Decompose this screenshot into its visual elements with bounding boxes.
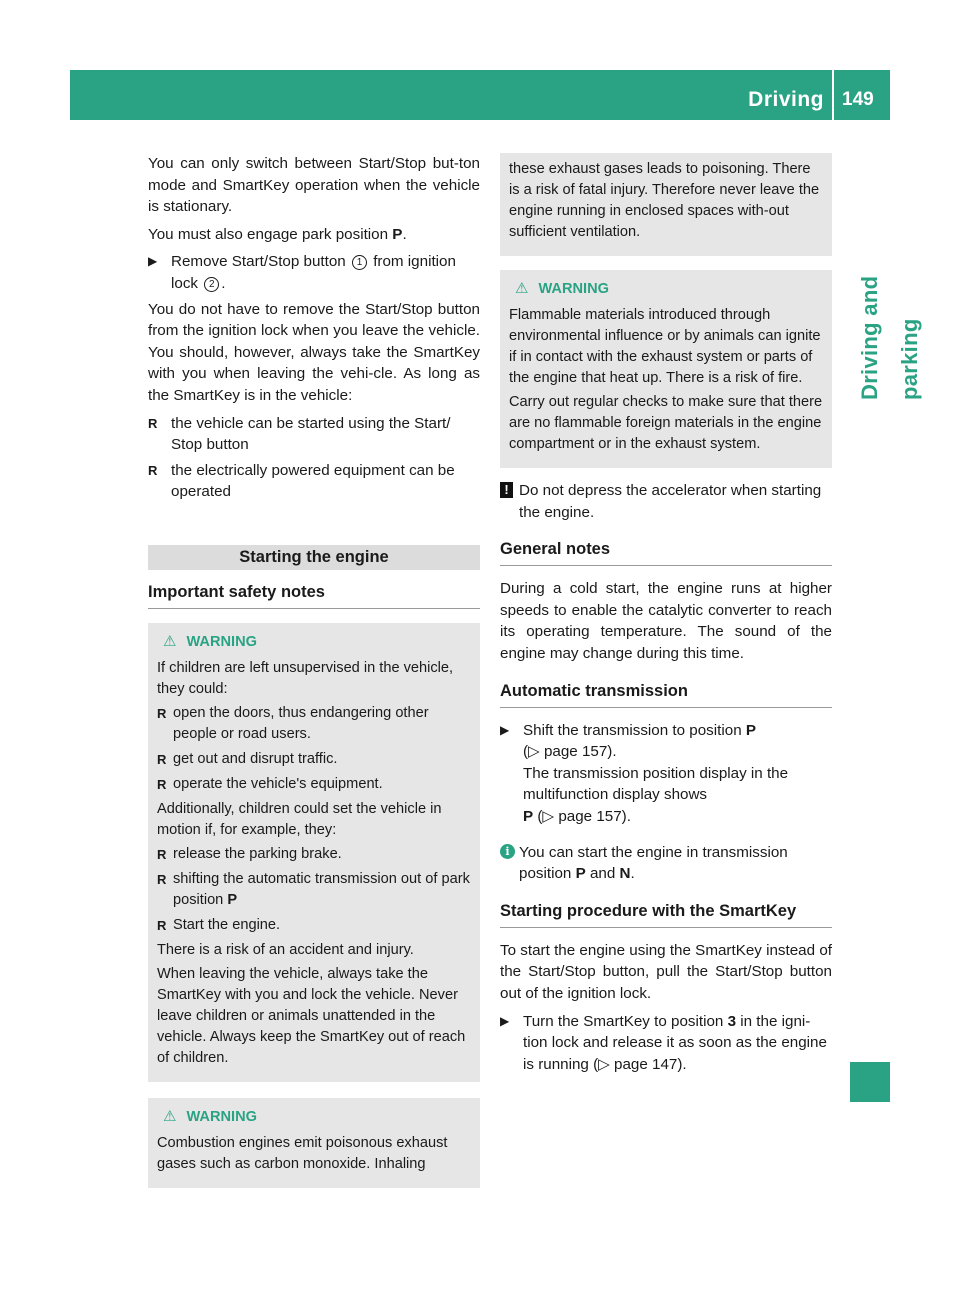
right-column	[500, 153, 832, 1079]
callout-2-icon: 2	[204, 277, 219, 292]
arrow-icon: ▶	[148, 254, 158, 269]
caution-exclamation-icon: !	[500, 482, 513, 498]
warning-box-continued	[500, 153, 832, 256]
page-number: 149	[842, 89, 874, 110]
paragraph: Combustion engines emit poisonous exhaust gases such as carbon monoxide. Inhaling	[157, 1134, 448, 1172]
paragraph: To start the engine using the SmartKey instead of the Start/Stop button, pull the Start/Stop button out of the ignition lock.	[500, 941, 832, 1002]
list-item: R open the doors, thus endangering other people or road users.	[157, 704, 429, 742]
paragraph: these exhaust gases leads to poisoning. There is a risk of fatal injury. Therefore never leave the engine running in enclosed spaces with-out sufficient ventilation.	[509, 161, 820, 240]
subheading: Automatic transmission	[500, 679, 832, 708]
bullet-icon: R	[157, 846, 167, 862]
header-divider	[832, 70, 834, 120]
bullet-icon: R	[157, 871, 167, 887]
warning-box	[500, 270, 832, 468]
info-note: i You can start the engine in transmission position P and N.	[500, 842, 832, 885]
warning-triangle-icon: ⚠	[163, 632, 177, 650]
warning-triangle-icon: ⚠	[163, 1107, 177, 1125]
paragraph: You do not have to remove the Start/Stop button from the ignition lock when you leave the vehicle. You should, however, always take the SmartKey with you when leaving the vehi-cle. As long as the SmartKey is in the vehicle:	[148, 300, 480, 404]
info-icon: i	[500, 844, 515, 859]
instruction-step: ▶ Remove Start/Stop button 1 from ignition lock 2 .	[148, 253, 456, 292]
paragraph: You can only switch between Start/Stop but-ton mode and SmartKey operation when the vehicle is stationary.	[148, 155, 480, 216]
paragraph: You must also engage park position P.	[148, 225, 407, 243]
warning-box	[148, 1098, 480, 1188]
arrow-icon: ▶	[500, 722, 510, 737]
caution-note: ! Do not depress the accelerator when starting the engine.	[500, 480, 832, 523]
warning-triangle-icon: ⚠	[515, 280, 529, 297]
header-title: Driving	[748, 88, 824, 111]
list-item: R the electrically powered equipment can be operated	[148, 461, 455, 501]
paragraph: During a cold start, the engine runs at higher speeds to enable the catalytic converter to reach its operating temperature. The sound of the engine may change during this time.	[500, 580, 832, 662]
list-item: R Start the engine.	[157, 915, 472, 936]
paragraph: If children are left unsupervised in the vehicle, they could:	[157, 659, 454, 697]
warning-header: ⚠ WARNING	[163, 632, 257, 650]
side-tab-label: Driving and parking	[857, 275, 922, 400]
paragraph: There is a risk of an accident and injury.	[157, 941, 414, 958]
paragraph: Flammable materials introduced through environmental influence or by animals can ignite if in contact with the exhaust system or parts of the engine that heat up. There is a risk of fire.	[509, 307, 821, 386]
subheading: Starting procedure with the SmartKey	[500, 899, 832, 928]
instruction-step: ▶ Turn the SmartKey to position 3 in the igni-tion lock and release it as soon as the engine is running (▷ page 147).	[500, 1012, 827, 1073]
left-column	[148, 153, 480, 1188]
bullet-icon: R	[157, 917, 167, 933]
paragraph: When leaving the vehicle, always take the SmartKey with you and lock the vehicle. Never leave children or animals unattended in the vehicle. Always keep the SmartKey out of reach of children.	[157, 965, 466, 1066]
callout-1-icon: 1	[352, 255, 367, 270]
bullet-icon: R	[157, 751, 167, 767]
subheading: General notes	[500, 537, 832, 566]
warning-box	[148, 623, 480, 1082]
subheading: Important safety notes	[148, 580, 480, 609]
list-item: R the vehicle can be started using the Start/ Stop button	[148, 414, 451, 454]
side-tab-marker	[850, 1062, 890, 1102]
bullet-icon: R	[148, 415, 158, 431]
list-item: R release the parking brake.	[157, 844, 472, 865]
bullet-icon: R	[157, 776, 167, 792]
bullet-icon: R	[157, 705, 167, 721]
paragraph: Carry out regular checks to make sure that there are no flammable foreign materials in the engine compartment or in the exhaust system.	[509, 394, 823, 452]
paragraph: Additionally, children could set the vehicle in motion if, for example, they:	[157, 800, 442, 838]
arrow-icon: ▶	[500, 1013, 510, 1028]
warning-header: ⚠ WARNING	[515, 280, 609, 297]
list-item: R shifting the automatic transmission out of park position P	[157, 870, 470, 908]
list-item: R get out and disrupt traffic.	[157, 749, 472, 770]
list-item: R operate the vehicle's equipment.	[157, 774, 472, 795]
bullet-icon: R	[148, 462, 158, 478]
section-title: Starting the engine	[148, 545, 480, 570]
warning-header: ⚠ WARNING	[163, 1107, 257, 1125]
instruction-step: ▶ Shift the transmission to position P (▷ page 157). The transmission position display in the multifunction display shows P (▷ page 157).	[500, 721, 789, 825]
